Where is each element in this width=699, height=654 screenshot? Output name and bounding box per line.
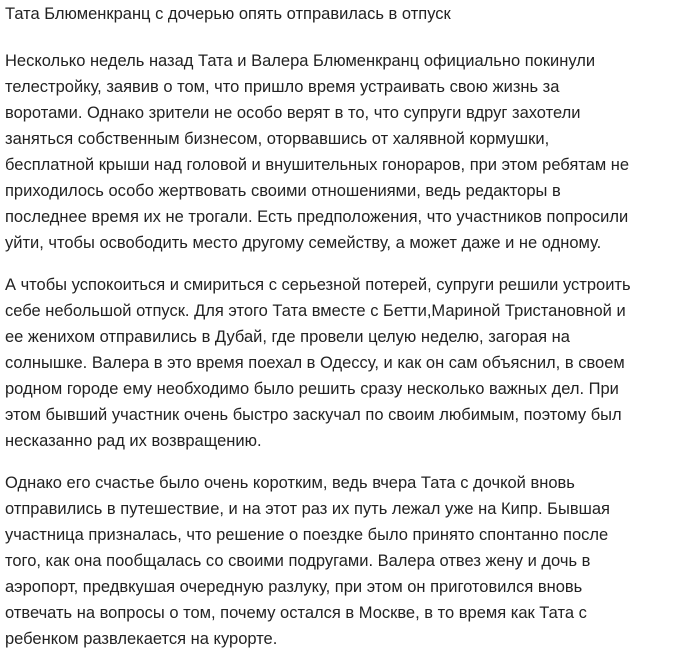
paragraph-line: солнышке. Валера в это время поехал в Одессу, и как он сам объяснил, в своем [5, 354, 625, 372]
paragraph-line: телестройку, заявив о том, что пришло время устраивать свою жизнь за [5, 78, 560, 96]
paragraph-line: родном городе ему необходимо было решить сразу несколько важных дел. При [5, 380, 619, 398]
article-title: Тата Блюменкранц с дочерью опять отправилась в отпуск [5, 5, 451, 23]
paragraph-line: себе небольшой отпуск. Для этого Тата вместе с Бетти,Мариной Тристановной и [5, 302, 626, 320]
paragraph-line: последнее время их не трогали. Есть предположения, что участников попросили [5, 208, 629, 226]
paragraph-line: А чтобы успокоиться и смириться с серьезной потерей, супруги решили устроить [5, 276, 631, 294]
paragraph-line: ребенком развлекается на курорте. [5, 630, 278, 648]
paragraph-line: Однако его счастье было очень коротким, ведь вчера Тата с дочкой вновь [5, 474, 575, 492]
paragraph-line: уйти, чтобы освободить место другому семейству, а может даже и не одному. [5, 234, 602, 252]
paragraph-1 [5, 48, 691, 256]
paragraph-line: Несколько недель назад Тата и Валера Блюменкранц официально покинули [5, 52, 596, 70]
paragraph-line: участница призналась, что решение о поездке было принято спонтанно после [5, 526, 609, 544]
paragraph-line: аэропорт, предвкушая очередную разлуку, при этом он приготовился вновь [5, 578, 583, 596]
paragraph-3 [5, 470, 691, 652]
paragraph-line: этом бывший участник очень быстро заскучал по своим любимым, поэтому был [5, 406, 622, 424]
paragraph-line: приходилось особо жертвовать своими отношениями, ведь редакторы в [5, 182, 561, 200]
paragraph-line: несказанно рад их возвращению. [5, 432, 262, 450]
paragraph-line: того, как она пообщалась со своими подругами. Валера отвез жену и дочь в [5, 552, 591, 570]
paragraph-line: отвечать на вопросы о том, почему остался в Москве, в то время как Тата с [5, 604, 587, 622]
paragraph-line: заняться собственным бизнесом, оторвавшись от халявной кормушки, [5, 130, 550, 148]
paragraph-line: воротами. Однако зрители не особо верят в то, что супруги вдруг захотели [5, 104, 581, 122]
paragraph-line: ее женихом отправились в Дубай, где провели целую неделю, загорая на [5, 328, 570, 346]
paragraph-line: бесплатной крыши над головой и внушительных гонораров, при этом ребятам не [5, 156, 630, 174]
paragraph-line: отправились в путешествие, и на этот раз их путь лежал уже на Кипр. Бывшая [5, 500, 610, 518]
paragraph-2 [5, 272, 691, 454]
